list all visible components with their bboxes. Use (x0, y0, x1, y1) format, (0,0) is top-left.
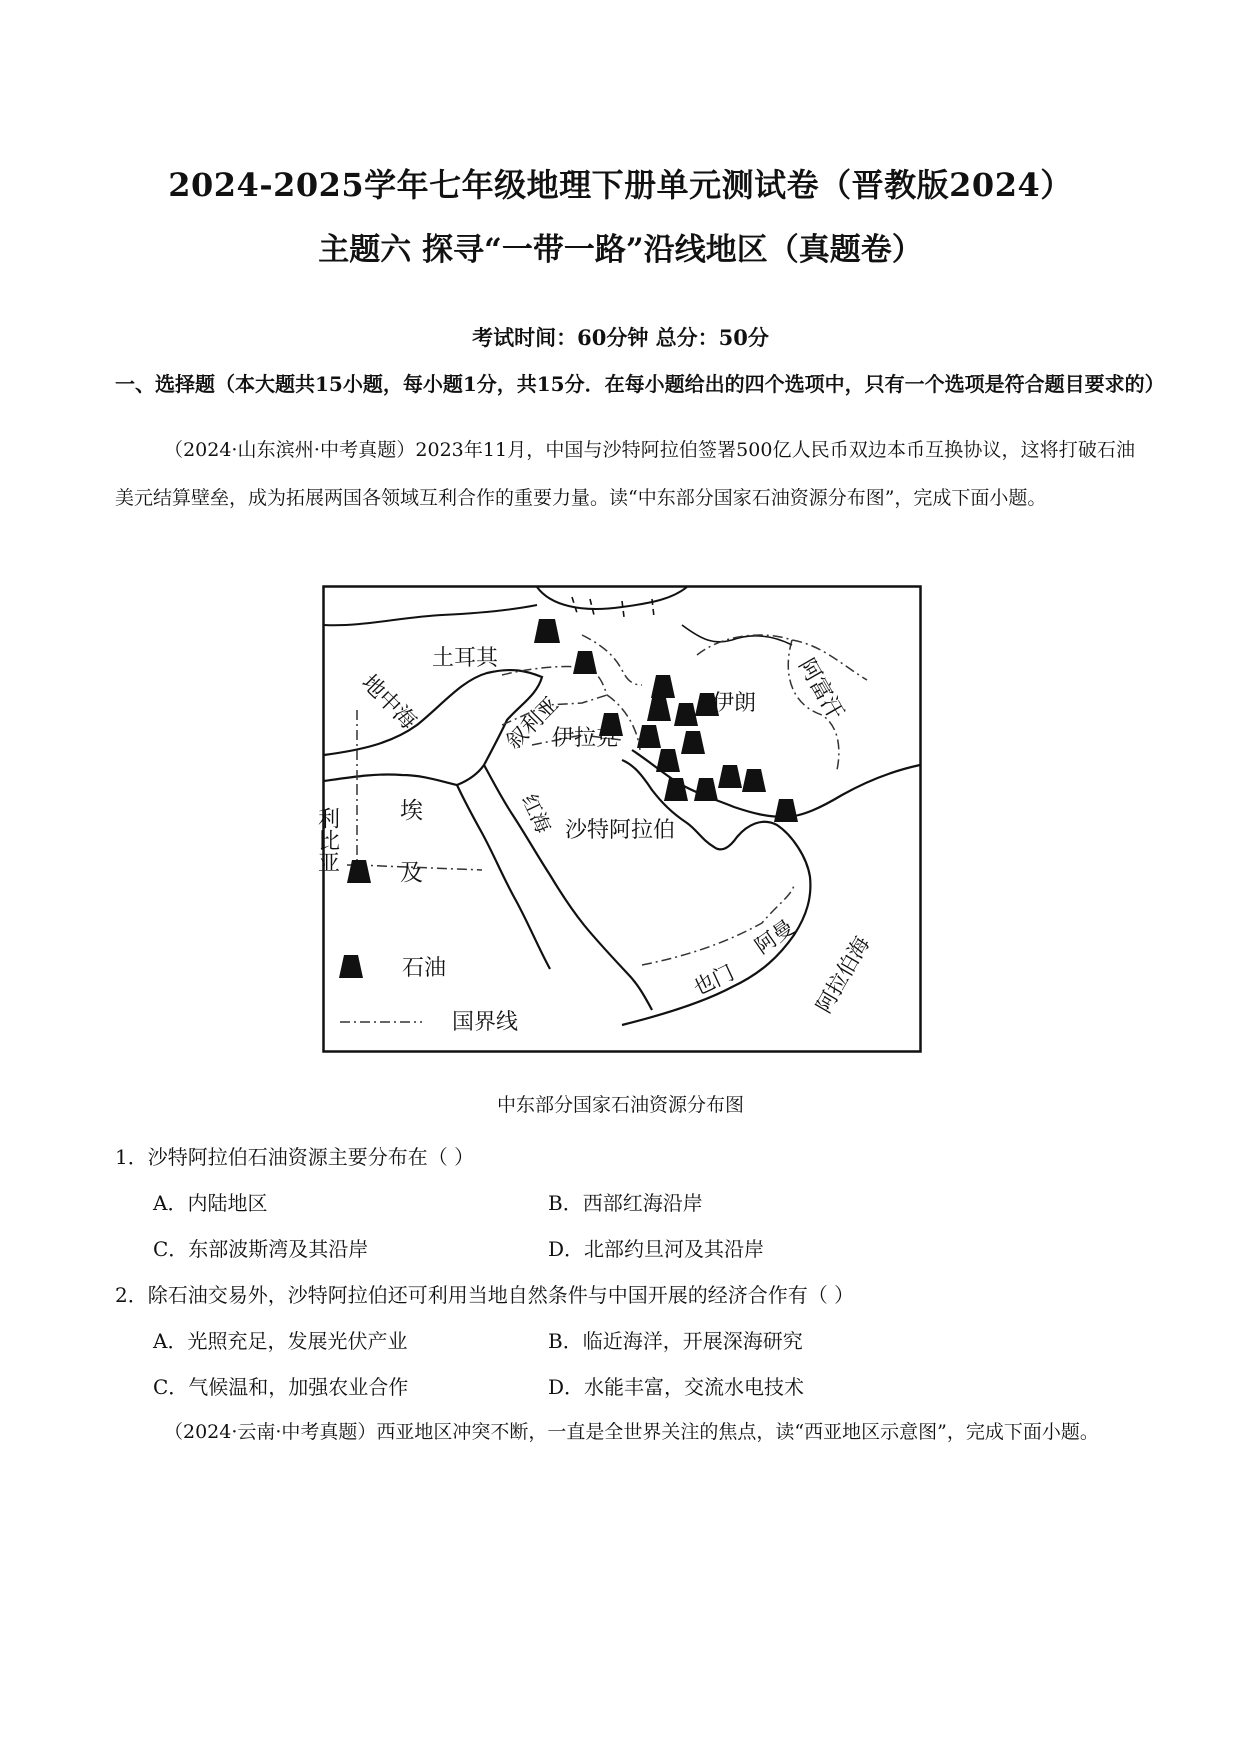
label-mediterranean: 地中海 (356, 670, 421, 735)
label-iraq: 伊拉克 (552, 726, 619, 751)
q1-option-c: C．东部波斯湾及其沿岸 (153, 1237, 369, 1261)
label-oman: 阿曼 (750, 915, 799, 959)
q2-option-b: B．临近海洋，开展深海研究 (548, 1329, 803, 1353)
question-1: 1．沙特阿拉伯石油资源主要分布在（ ） (115, 1145, 475, 1169)
label-red-sea: 红海 (517, 790, 556, 837)
label-syria: 叙利亚 (501, 692, 564, 754)
q1-option-b: B．西部红海沿岸 (548, 1191, 703, 1215)
label-afghanistan: 阿富汗 (793, 654, 848, 725)
label-iran: 伊朗 (712, 691, 757, 716)
label-libya: 利比亚 (314, 807, 340, 873)
question-2: 2．除石油交易外，沙特阿拉伯还可利用当地自然条件与中国开展的经济合作有（ ） (115, 1283, 855, 1307)
page-subtitle: 主题六 探寻“一带一路”沿线地区（真题卷） (318, 232, 923, 268)
map-caption: 中东部分国家石油资源分布图 (496, 1094, 744, 1116)
q1-option-d: D．北部约旦河及其沿岸 (548, 1237, 765, 1261)
legend-oil-label: 石油 (402, 956, 447, 981)
oil-distribution-map (314, 585, 922, 1053)
q2-option-a: A．光照充足，发展光伏产业 (153, 1329, 408, 1353)
q2-option-c: C．气候温和，加强农业合作 (153, 1375, 409, 1399)
label-yemen: 也门 (689, 960, 738, 1000)
q1-option-a: A．内陆地区 (153, 1191, 268, 1215)
page-title: 2024-2025学年七年级地理下册单元测试卷（晋教版2024） (168, 166, 1073, 204)
label-saudi-arabia: 沙特阿拉伯 (565, 818, 676, 843)
label-egypt-2: 及 (400, 860, 423, 886)
label-egypt-1: 埃 (400, 798, 423, 824)
label-arabian-sea: 阿拉伯海 (811, 932, 875, 1018)
legend-border-label: 国界线 (452, 1010, 519, 1035)
label-turkey: 土耳其 (432, 646, 499, 671)
section-heading: 一、选择题（本大题共15小题，每小题1分，共15分．在每小题给出的四个选项中，只有一个选项是符合题目要求的） (115, 372, 1165, 396)
passage-2: （2024·云南·中考真题）西亚地区冲突不断，一直是全世界关注的焦点，读“西亚地区示意图”，完成下面小题。 (164, 1421, 1099, 1443)
exam-info: 考试时间：60分钟 总分：50分 (472, 325, 769, 350)
passage-1: （2024·山东滨州·中考真题）2023年11月，中国与沙特阿拉伯签署500亿人民币双边本币互换协议，这将打破石油美元结算壁垒，成为拓展两国各领域互利合作的重要力量。读“中东部分国家石油资源分布图”，完成下面小题。 (115, 439, 1135, 509)
q2-option-d: D．水能丰富，交流水电技术 (548, 1375, 805, 1399)
